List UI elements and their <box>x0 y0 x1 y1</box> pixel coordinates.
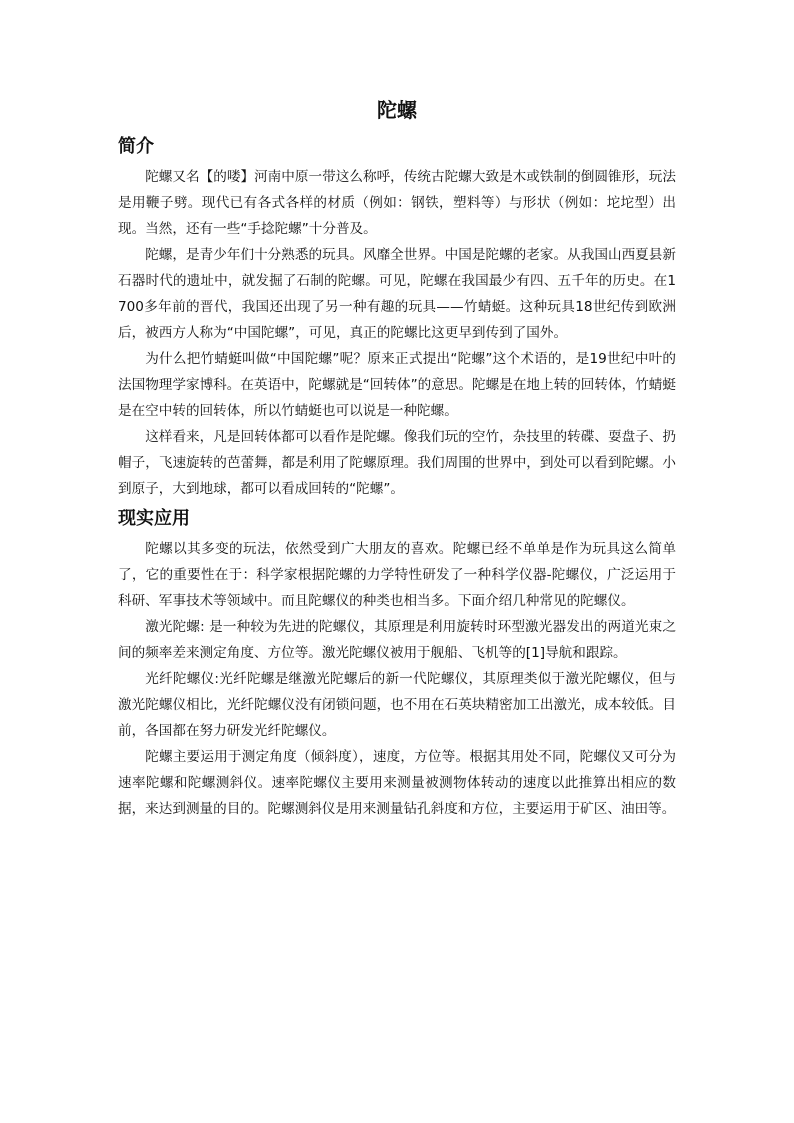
document-title: 陀螺 <box>377 98 417 122</box>
intro-paragraph: 陀螺又名【的喽】河南中原一带这么称呼，传统古陀螺大致是木或铁制的倒圆锥形，玩法是用鞭子劈。现代已有各式各样的材质（例如：钢铁，塑料等）与形状（例如：坨坨型）出现。当然，还有一些“手捻陀螺”十分普及。 <box>118 169 676 237</box>
section-heading-applications: 现实应用 <box>118 508 190 529</box>
applications-paragraph: 陀螺主要运用于测定角度（倾斜度），速度，方位等。根据其用处不同，陀螺仪又可分为速率陀螺和陀螺测斜仪。速率陀螺仪主要用来测量被测物体转动的速度以此推算出相应的数据，来达到测量的目的。陀螺测斜仪是用来测量钻孔斜度和方位，主要运用于矿区、油田等。 <box>118 749 676 817</box>
applications-paragraph: 光纤陀螺仪:光纤陀螺是继激光陀螺后的新一代陀螺仪，其原理类似于激光陀螺仪，但与激光陀螺仪相比，光纤陀螺仪没有闭锁问题，也不用在石英块精密加工出激光，成本较低。目前，各国都在努力研发光纤陀螺仪。 <box>118 671 676 739</box>
intro-paragraph: 陀螺，是青少年们十分熟悉的玩具。风靡全世界。中国是陀螺的老家。从我国山西夏县新石器时代的遗址中，就发掘了石制的陀螺。可见，陀螺在我国最少有四、五千年的历史。在1700多年前的晋代，我国还出现了另一种有趣的玩具——竹蜻蜓。这种玩具18世纪传到欧洲后，被西方人称为“中国陀螺”，可见，真正的陀螺比这更早到传到了国外。 <box>118 247 676 341</box>
section-applications <box>118 504 676 822</box>
section-intro <box>118 132 676 502</box>
intro-paragraph: 为什么把竹蜻蜓叫做“中国陀螺”呢？原来正式提出“陀螺”这个术语的，是19世纪中叶的法国物理学家博科。在英语中，陀螺就是“回转体”的意思。陀螺是在地上转的回转体，竹蜻蜓是在空中转的回转体，所以竹蜻蜓也可以说是一种陀螺。 <box>118 351 676 419</box>
intro-paragraph: 这样看来，凡是回转体都可以看作是陀螺。像我们玩的空竹，杂技里的转碟、耍盘子、扔帽子，飞速旋转的芭蕾舞，都是利用了陀螺原理。我们周围的世界中，到处可以看到陀螺。小到原子，大到地球，都可以看成回转的“陀螺”。 <box>118 429 676 497</box>
document-page <box>118 92 676 824</box>
section-heading-intro: 简介 <box>118 136 154 157</box>
applications-paragraph: 激光陀螺: 是一种较为先进的陀螺仪，其原理是利用旋转时环型激光器发出的两道光束之间的频率差来测定角度、方位等。激光陀螺仪被用于舰船、飞机等的[1]导航和跟踪。 <box>118 619 676 661</box>
applications-paragraph: 陀螺以其多变的玩法，依然受到广大朋友的喜欢。陀螺已经不单单是作为玩具这么简单了，它的重要性在于：科学家根据陀螺的力学特性研发了一种科学仪器-陀螺仪，广泛运用于科研、军事技术等领域中。而且陀螺仪的种类也相当多。下面介绍几种常见的陀螺仪。 <box>118 541 676 609</box>
